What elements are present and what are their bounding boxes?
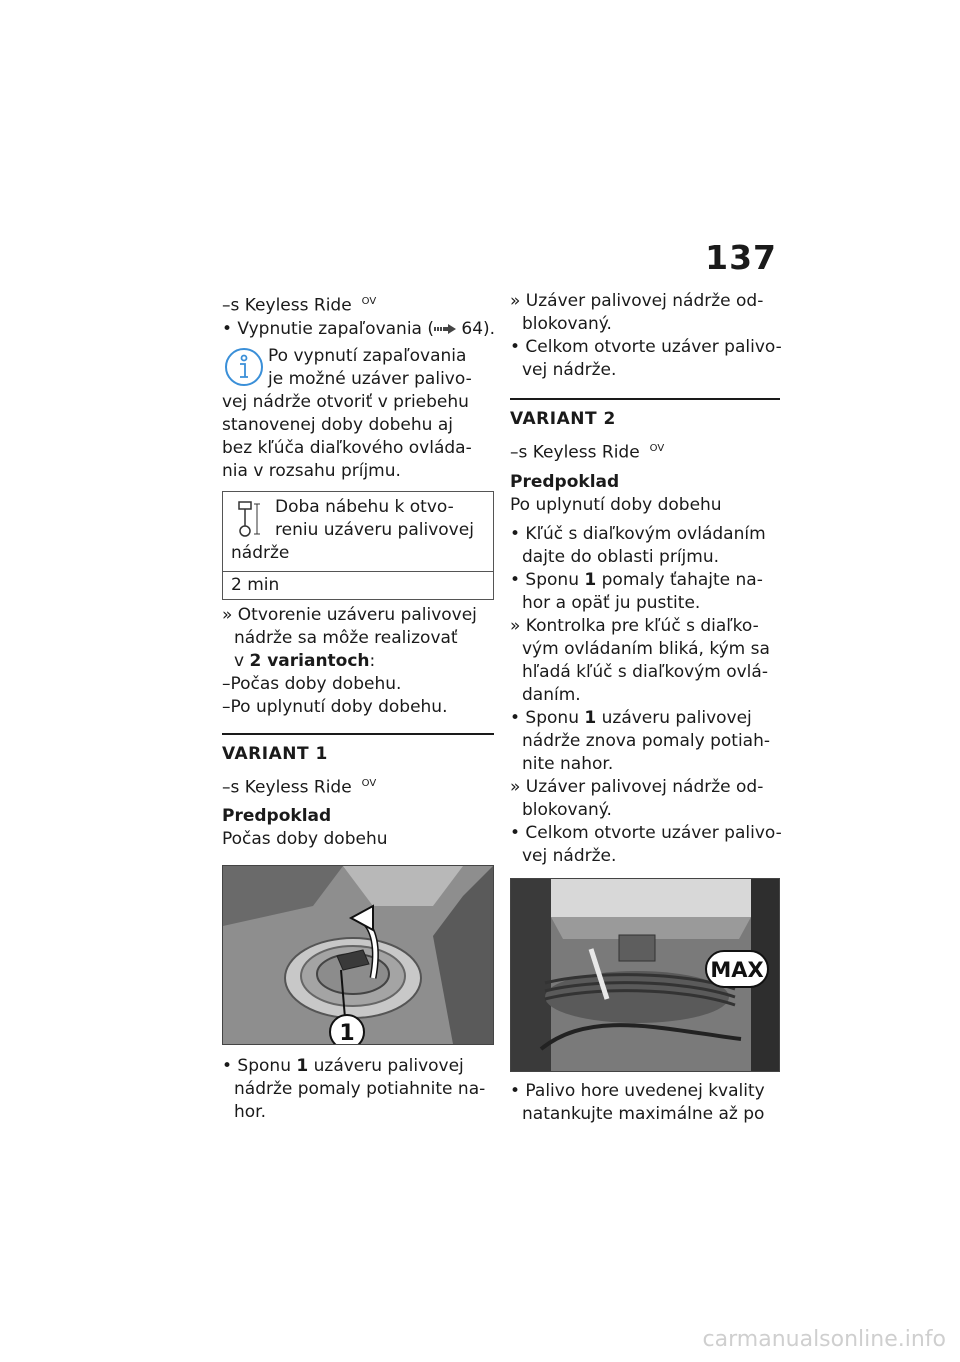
ov-superscript: OV bbox=[361, 296, 377, 307]
ov-superscript: OV bbox=[649, 443, 665, 454]
step-line: • Palivo hore uvedenej kvality bbox=[510, 1080, 765, 1101]
info-line: bez kľúča diaľkového ovláda- bbox=[222, 437, 472, 458]
page-reference-arrow-icon bbox=[434, 324, 456, 334]
keyless-line bbox=[222, 772, 494, 800]
step-line: dajte do oblasti príjmu. bbox=[522, 546, 720, 567]
right-column bbox=[510, 290, 780, 1126]
spec-value: 2 min bbox=[231, 574, 280, 595]
result-line: hľadá kľúč s diaľkovým ovlá- bbox=[522, 661, 768, 682]
step-line: natankujte maximálne až po bbox=[522, 1103, 765, 1124]
section-heading-variant-1: VARIANT 1 bbox=[222, 733, 494, 766]
photo-callout-1: 1 bbox=[339, 1021, 355, 1045]
info-line: stanovenej doby dobehu aj bbox=[222, 414, 453, 435]
open-variants bbox=[222, 604, 494, 719]
variants-count: 2 variantoch bbox=[249, 650, 370, 671]
step-callout-ref: 1 bbox=[584, 569, 597, 590]
result-line: » Kontrolka pre kľúč s diaľko- bbox=[510, 615, 759, 636]
result-line: blokovaný. bbox=[522, 799, 612, 820]
keyless-line bbox=[510, 437, 780, 465]
step-text: • Sponu bbox=[510, 569, 585, 590]
page-reference-text: 64). bbox=[456, 318, 496, 339]
info-line: je možné uzáver palivo- bbox=[268, 368, 472, 389]
step-line: • Kľúč s diaľkovým ovládaním bbox=[510, 523, 766, 544]
prerequisite-text: Po uplynutí doby dobehu bbox=[510, 494, 722, 515]
step-line bbox=[510, 707, 780, 730]
result-line: daním. bbox=[522, 684, 581, 705]
step-line bbox=[222, 1055, 494, 1078]
left-column bbox=[222, 290, 494, 1124]
watermark: carmanualsonline.info bbox=[702, 1327, 946, 1352]
result-line: » Uzáver palivovej nádrže od- bbox=[510, 776, 764, 797]
step-line: vej nádrže. bbox=[522, 360, 617, 380]
keyless-text: –s Keyless Ride bbox=[222, 295, 352, 316]
step-callout-ref: 1 bbox=[296, 1056, 309, 1077]
step-line: vej nádrže. bbox=[522, 845, 617, 866]
result-line: » Otvorenie uzáveru palivovej bbox=[222, 604, 477, 625]
keyless-text: –s Keyless Ride bbox=[510, 442, 640, 463]
step-text: uzáveru palivovej bbox=[596, 707, 752, 728]
info-line: nia v rozsahu príjmu. bbox=[222, 460, 401, 481]
step-text: • Sponu bbox=[222, 1056, 297, 1077]
ov-superscript: OV bbox=[361, 777, 377, 789]
fuel-cap-illustration bbox=[223, 866, 493, 1044]
result-line bbox=[222, 650, 494, 673]
pull-clip-step bbox=[222, 1055, 494, 1124]
spec-label-line: nádrže bbox=[231, 542, 290, 563]
step-text: pomaly ťahajte na- bbox=[596, 569, 763, 590]
fuel-tank-max-photo bbox=[510, 878, 780, 1072]
refuel-step bbox=[510, 1080, 780, 1126]
variant-option: –Počas doby dobehu. bbox=[222, 673, 402, 694]
step-line bbox=[510, 569, 780, 592]
fuel-cap-photo bbox=[222, 865, 494, 1045]
prerequisite-heading: Predpoklad bbox=[510, 471, 620, 492]
spec-box-label bbox=[223, 492, 493, 572]
spec-box bbox=[222, 491, 494, 600]
ignition-off-text: • Vypnutie zapaľovania ( bbox=[222, 318, 435, 339]
result-colon: : bbox=[369, 650, 376, 671]
variant-option: –Po uplynutí doby dobehu. bbox=[222, 696, 448, 717]
keyless-text: –s Keyless Ride bbox=[222, 777, 352, 798]
result-text: v bbox=[234, 650, 250, 671]
result-line: nádrže sa môže realizovať bbox=[234, 627, 458, 648]
step-line: nádrže znova pomaly potiah- bbox=[522, 730, 771, 751]
spec-label-line: Doba nábehu k otvo- bbox=[275, 496, 454, 517]
step-line: • Celkom otvorte uzáver palivo- bbox=[510, 822, 782, 843]
step-line: nádrže pomaly potiahnite na- bbox=[234, 1079, 486, 1100]
keyless-line bbox=[222, 290, 494, 318]
step-line: nite nahor. bbox=[522, 753, 614, 774]
ignition-off-step bbox=[222, 318, 494, 341]
info-note bbox=[222, 345, 494, 483]
fuel-tank-illustration bbox=[511, 879, 779, 1071]
step-text: uzáveru palivovej bbox=[308, 1056, 464, 1077]
spec-gauge-icon bbox=[233, 500, 263, 540]
spec-label-line: reniu uzáveru palivovej bbox=[275, 519, 474, 540]
page-number: 137 bbox=[705, 238, 777, 277]
info-line: Po vypnutí zapaľovania bbox=[268, 345, 467, 366]
prerequisite-text: Počas doby dobehu bbox=[222, 829, 388, 850]
result-line: vým ovládaním bliká, kým sa bbox=[522, 638, 770, 659]
step-line: hor. bbox=[234, 1102, 267, 1123]
step-text: • Sponu bbox=[510, 707, 585, 728]
info-line: vej nádrže otvoriť v priebehu bbox=[222, 391, 469, 412]
section-heading-variant-2: VARIANT 2 bbox=[510, 398, 780, 431]
info-icon bbox=[224, 347, 264, 387]
step-line: hor a opäť ju pustite. bbox=[522, 592, 701, 613]
step-line: • Celkom otvorte uzáver palivo- bbox=[510, 337, 782, 357]
variant-2-steps bbox=[510, 523, 780, 868]
max-label: MAX bbox=[710, 957, 764, 982]
result-line: » Uzáver palivovej nádrže od- bbox=[510, 291, 764, 311]
result-line: blokovaný. bbox=[522, 314, 612, 334]
step-callout-ref: 1 bbox=[584, 707, 597, 728]
prerequisite-heading: Predpoklad bbox=[222, 806, 332, 827]
